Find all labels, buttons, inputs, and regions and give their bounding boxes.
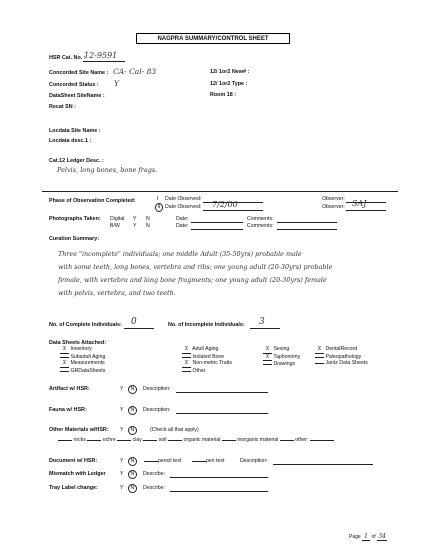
incomplete-individuals-line bbox=[250, 328, 280, 329]
photo-date-line-2 bbox=[191, 229, 243, 230]
artifact-n-circle: N bbox=[128, 385, 137, 394]
phase-option-1[interactable]: I bbox=[157, 196, 159, 202]
other-materials-row bbox=[58, 437, 334, 443]
locdata-desc-label: Locdata desc.1 : bbox=[49, 138, 92, 144]
data-sheet-taphonomy[interactable] bbox=[263, 354, 300, 362]
data-sheet-label: Taphonomy bbox=[273, 353, 301, 360]
data-sheet-label: DentalRecord bbox=[325, 346, 358, 352]
material-rocks: rocks bbox=[73, 437, 86, 443]
photo-comments-line-2 bbox=[277, 229, 337, 230]
check-mark: X bbox=[263, 346, 272, 354]
check-mark: X bbox=[263, 354, 272, 362]
ledger-desc-label: Cat.12 Ledger Desc. : bbox=[49, 158, 104, 164]
photo-digital-label: Digital bbox=[110, 216, 125, 222]
photo-date-line-1 bbox=[191, 222, 243, 223]
document-y[interactable]: Y bbox=[120, 458, 124, 464]
site-name-label: Concorded Site Name : bbox=[49, 70, 109, 76]
data-sheets-label: Data Sheets Attached: bbox=[49, 340, 107, 346]
document-pencil bbox=[144, 458, 181, 464]
room-label: Room 18 : bbox=[210, 92, 237, 98]
date-observed-line-2 bbox=[203, 210, 263, 211]
locdata-site-label: Locdata Site Name : bbox=[49, 128, 101, 134]
observer-label-1: Observer: bbox=[322, 196, 345, 202]
curation-line: Three "incomplete" individuals; one middle Adult (35-50yrs) probable male bbox=[58, 250, 302, 258]
data-sheet-dental-record[interactable] bbox=[315, 346, 368, 354]
material-organic: organic material bbox=[183, 437, 221, 443]
photo-bw-n[interactable]: N bbox=[146, 223, 150, 229]
complete-individuals-line bbox=[124, 328, 154, 329]
new-number-label: 12/ 1or2 New# : bbox=[210, 69, 250, 75]
check-mark bbox=[315, 357, 324, 358]
check-line[interactable] bbox=[280, 440, 294, 441]
check-line[interactable] bbox=[192, 461, 206, 462]
other-materials-note: (Check all that apply) bbox=[150, 427, 199, 433]
phase-label: Phase of Observation Completed: bbox=[49, 198, 136, 204]
curation-line: with pelvis, vertebra, and two teeth. bbox=[58, 289, 176, 297]
site-name-value[interactable]: CA- Cal- 83 bbox=[113, 67, 157, 76]
check-line[interactable] bbox=[168, 440, 182, 441]
other-material-line[interactable] bbox=[310, 440, 334, 441]
observer-value[interactable]: SAJ bbox=[352, 199, 367, 208]
photo-comments-line-1 bbox=[277, 222, 337, 223]
type-label: 12/ 1or2 Type : bbox=[210, 81, 248, 87]
page-footer bbox=[349, 533, 387, 541]
data-sheet-label: Jantz Data Sheets bbox=[325, 360, 368, 366]
data-sheet-other[interactable] bbox=[182, 368, 232, 375]
data-sheet-label: Sexing bbox=[273, 346, 290, 352]
data-sheet-label: Adult Aging bbox=[192, 346, 219, 352]
artifact-n[interactable] bbox=[128, 385, 137, 394]
other-materials-label: Other Materials w/HSR: bbox=[49, 427, 109, 433]
hsr-cat-label: HSR Cat. No. : bbox=[49, 55, 86, 61]
data-sheets-col-3 bbox=[263, 346, 300, 368]
observer-label-2: Observer: bbox=[322, 204, 345, 210]
data-sheet-adult-aging[interactable] bbox=[182, 346, 232, 354]
data-sheet-inventory[interactable] bbox=[60, 346, 105, 354]
title-text: NAGPRA SUMMARY/CONTROL SHEET bbox=[157, 35, 269, 42]
complete-individuals-value[interactable]: 0 bbox=[131, 317, 137, 327]
tray-y[interactable]: Y bbox=[120, 485, 124, 491]
mismatch-describe-label: Describe: bbox=[143, 471, 165, 477]
check-mark bbox=[182, 371, 191, 372]
incomplete-individuals-label: No. of Incomplete Individuals: bbox=[168, 322, 245, 328]
fauna-y[interactable]: Y bbox=[120, 407, 124, 413]
data-sheet-label: Isolated Bone bbox=[192, 353, 225, 360]
check-line[interactable] bbox=[143, 440, 157, 441]
phase-option-2-circle: II bbox=[155, 203, 163, 212]
check-mark bbox=[60, 357, 69, 358]
data-sheets-col-4 bbox=[315, 346, 368, 367]
material-soil: soil bbox=[158, 437, 167, 443]
mismatch-n[interactable] bbox=[128, 470, 137, 479]
check-mark: X bbox=[315, 346, 324, 354]
check-line[interactable] bbox=[58, 440, 72, 441]
photo-comments-label-1: Comments: bbox=[247, 216, 274, 222]
data-sheet-label: Drawings bbox=[273, 361, 296, 367]
mismatch-label: Mismatch with Ledger bbox=[49, 471, 106, 477]
pencil-text-label: pencil text bbox=[158, 458, 182, 464]
photo-bw-y[interactable]: Y bbox=[133, 223, 137, 229]
data-sheets-col-1 bbox=[60, 346, 105, 374]
status-label: Concorded Status : bbox=[49, 82, 99, 88]
data-sheet-label: Other bbox=[192, 367, 206, 374]
fauna-n-circle: N bbox=[128, 406, 137, 415]
data-sheet-sexing[interactable] bbox=[263, 346, 300, 354]
tray-n[interactable] bbox=[128, 484, 137, 493]
data-sheet-label: Inventory bbox=[70, 346, 92, 352]
other-materials-n[interactable] bbox=[128, 426, 137, 435]
status-value[interactable]: Y bbox=[114, 79, 119, 88]
tray-label: Tray Label change: bbox=[49, 485, 98, 491]
data-sheet-label: Subadult Aging bbox=[70, 353, 106, 360]
datasheet-label: DataSheet SiteName : bbox=[49, 93, 105, 99]
data-sheet-label: Paleopathology bbox=[325, 353, 362, 360]
data-sheets-col-2 bbox=[182, 346, 232, 374]
material-clay: clay bbox=[132, 437, 142, 443]
fauna-label: Fauna w/ HSR: bbox=[49, 407, 87, 413]
hsr-cat-value[interactable]: 12-9591 bbox=[84, 51, 118, 60]
document-n[interactable] bbox=[128, 457, 137, 466]
artifact-label: Artifact w/ HSR: bbox=[49, 386, 90, 392]
curation-line: female, with vertebra and long bone fragments; one young adult (20-30yrs) female bbox=[58, 276, 327, 284]
document-description-label: Description: bbox=[240, 458, 268, 464]
observer-line-2 bbox=[346, 210, 386, 211]
material-inorganic: inorganic material bbox=[237, 437, 279, 443]
artifact-description-label: Description: bbox=[143, 386, 171, 392]
ledger-desc-value[interactable]: Pelvis, long bones, bone frags. bbox=[57, 166, 158, 174]
check-mark: X bbox=[60, 360, 69, 368]
complete-individuals-label: No. of Complete Individuals: bbox=[49, 322, 122, 328]
document-n-circle: N bbox=[128, 457, 137, 466]
data-sheet-jantz[interactable] bbox=[315, 360, 368, 367]
data-sheet-label: Measurements bbox=[70, 360, 105, 366]
tray-describe-line[interactable] bbox=[170, 491, 268, 492]
tray-n-circle: N bbox=[128, 484, 137, 493]
check-line[interactable] bbox=[87, 440, 101, 441]
check-mark: X bbox=[60, 346, 69, 354]
incomplete-individuals-value[interactable]: 3 bbox=[259, 317, 265, 327]
mismatch-n-circle: N bbox=[128, 470, 137, 479]
section-divider bbox=[42, 191, 398, 192]
page-total: 34 bbox=[378, 533, 386, 540]
photo-date-label-1: Date: bbox=[176, 216, 189, 222]
tray-describe-label: Describe: bbox=[143, 485, 165, 491]
check-mark: X bbox=[182, 360, 191, 368]
photo-digital-y[interactable]: Y bbox=[133, 216, 137, 222]
document-label: Document w/ HSR: bbox=[49, 458, 98, 464]
document-pen bbox=[192, 458, 224, 464]
photo-comments-label-2: Comments: bbox=[247, 223, 274, 229]
hsr-cat-line bbox=[83, 61, 125, 62]
photographs-label: Photographs Taken: bbox=[49, 216, 101, 222]
check-line[interactable] bbox=[117, 440, 131, 441]
check-line[interactable] bbox=[222, 440, 236, 441]
document-description-line[interactable] bbox=[273, 464, 373, 465]
material-other: other: bbox=[295, 437, 309, 443]
other-materials-y[interactable]: Y bbox=[120, 427, 124, 433]
recat-label: Recat SN : bbox=[49, 104, 76, 110]
date-observed-value[interactable]: 7/2/00 bbox=[212, 200, 238, 209]
curation-summary-label: Curation Summary: bbox=[49, 236, 100, 242]
fauna-description-line[interactable] bbox=[176, 413, 268, 414]
mismatch-describe-line[interactable] bbox=[170, 477, 268, 478]
other-materials-n-circle: N bbox=[128, 426, 137, 435]
check-mark bbox=[315, 363, 324, 364]
check-mark bbox=[182, 357, 191, 358]
photo-digital-n[interactable]: N bbox=[146, 216, 150, 222]
check-line[interactable] bbox=[144, 461, 158, 462]
photo-date-label-2: Date: bbox=[176, 223, 189, 229]
photo-bw-label: B/W bbox=[110, 223, 120, 229]
artifact-y[interactable]: Y bbox=[120, 386, 124, 392]
check-mark: X bbox=[182, 346, 191, 354]
data-sheet-drawings[interactable] bbox=[263, 361, 300, 368]
check-mark bbox=[263, 364, 272, 365]
check-mark bbox=[60, 371, 69, 372]
data-sheet-grdatasheets[interactable] bbox=[60, 368, 105, 375]
data-sheet-non-metric-traits[interactable] bbox=[182, 360, 232, 368]
data-sheet-measurements[interactable] bbox=[60, 360, 105, 368]
date-observed-label-2: Date Observed: bbox=[165, 204, 202, 210]
phase-option-2[interactable] bbox=[155, 203, 163, 212]
fauna-n[interactable] bbox=[128, 406, 137, 415]
page-title bbox=[136, 33, 290, 44]
of-label: of bbox=[371, 534, 376, 540]
fauna-description-label: Description: bbox=[143, 407, 171, 413]
date-observed-label-1: Date Observed: bbox=[165, 196, 202, 202]
page-label: Page bbox=[349, 534, 361, 540]
material-ochre: ochre bbox=[102, 437, 116, 443]
pen-text-label: pen text bbox=[206, 458, 225, 464]
curation-line: with some teeth, long bones, vertebra and ribs; one young adult (20-30yrs) probable bbox=[58, 263, 333, 271]
mismatch-y[interactable]: Y bbox=[120, 471, 124, 477]
artifact-description-line[interactable] bbox=[176, 392, 268, 393]
data-sheet-label: Non-metric Traits bbox=[192, 360, 232, 366]
page-number: 1 bbox=[362, 533, 370, 541]
curation-summary-text[interactable] bbox=[58, 248, 390, 300]
data-sheet-label: GRDataSheets bbox=[70, 367, 106, 374]
